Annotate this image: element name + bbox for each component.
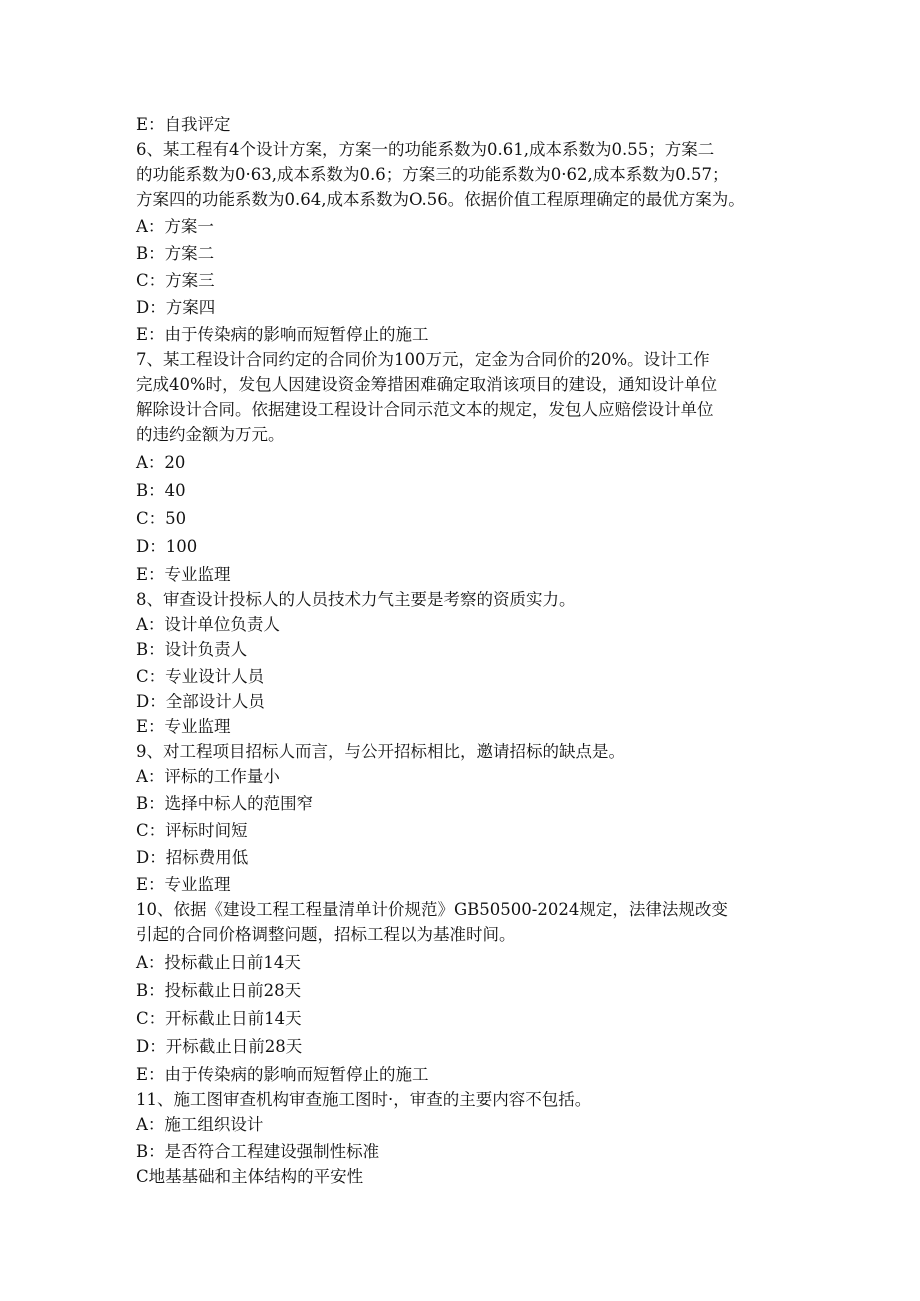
question-9: 9、对工程项目招标人而言，与公开招标相比，邀请招标的缺点是。: [136, 742, 625, 761]
q10-option-d: D：开标截止日前28天: [136, 1037, 303, 1056]
q8-option-b: B：设计负责人: [136, 640, 248, 659]
q10-option-a: A：投标截止日前14天: [136, 953, 301, 972]
q11-option-a: A：施工组织设计: [136, 1115, 264, 1134]
question-6-line-2: 的功能系数为0·63,成本系数为0.6；方案三的功能系数为0·62,成本系数为0.57；: [136, 165, 729, 184]
q6-option-b: B：方案二: [136, 244, 215, 263]
question-6-line-1: 6、某工程有4个设计方案，方案一的功能系数为0.61,成本系数为0.55；方案二: [136, 140, 715, 159]
q9-option-d: D：招标费用低: [136, 848, 249, 867]
document-body: [136, 112, 786, 1189]
q9-option-a: A：评标的工作量小: [136, 767, 280, 786]
question-7-line-3: 解除设计合同。依据建设工程设计合同示范文本的规定，发包人应赔偿设计单位: [136, 400, 714, 419]
q7-option-a: A：20: [136, 453, 186, 472]
question-8: 8、审查设计投标人的人员技术力气主要是考察的资质实力。: [136, 590, 576, 609]
question-10-line-1: 10、依据《建设工程工程量清单计价规范》GB50500-2024规定，法律法规改变: [136, 900, 728, 919]
question-7-line-4: 的违约金额为万元。: [136, 425, 285, 444]
q6-option-e: E：由于传染病的影响而短暂停止的施工: [136, 325, 429, 344]
q10-option-c: C：开标截止日前14天: [136, 1009, 302, 1028]
q6-option-d: D：方案四: [136, 298, 216, 317]
q8-option-e: E：专业监理: [136, 717, 231, 736]
q6-option-c: C：方案三: [136, 271, 215, 290]
q7-option-d: D：100: [136, 537, 198, 556]
option-e-q5: E：自我评定: [136, 115, 231, 134]
q8-option-a: A：设计单位负责人: [136, 615, 280, 634]
q11-option-b: B：是否符合工程建设强制性标准: [136, 1142, 380, 1161]
question-6-line-3: 方案四的功能系数为0.64,成本系数为O.56。依据价值工程原理确定的最优方案为。: [136, 190, 745, 209]
q6-option-a: A：方案一: [136, 217, 214, 236]
q9-option-b: B：选择中标人的范围窄: [136, 794, 314, 813]
q10-option-e: E：由于传染病的影响而短暂停止的施工: [136, 1065, 429, 1084]
q11-option-c: C地基基础和主体结构的平安性: [136, 1167, 364, 1186]
question-10-line-2: 引起的合同价格调整问题，招标工程以为基准时间。: [136, 925, 516, 944]
q7-option-e: E：专业监理: [136, 565, 231, 584]
q8-option-c: C：专业设计人员: [136, 667, 265, 686]
q7-option-b: B：40: [136, 481, 186, 500]
q9-option-e: E：专业监理: [136, 875, 231, 894]
q10-option-b: B：投标截止日前28天: [136, 981, 302, 1000]
question-7-line-2: 完成40%时，发包人因建设资金筹措困难确定取消该项目的建设，通知设计单位: [136, 375, 718, 394]
question-11: 11、施工图审查机构审查施工图时·，审查的主要内容不包括。: [136, 1090, 592, 1109]
q9-option-c: C：评标时间短: [136, 821, 248, 840]
q8-option-d: D：全部设计人员: [136, 692, 265, 711]
question-7-line-1: 7、某工程设计合同约定的合同价为100万元，定金为合同价的20%。设计工作: [136, 350, 710, 369]
q7-option-c: C：50: [136, 509, 187, 528]
